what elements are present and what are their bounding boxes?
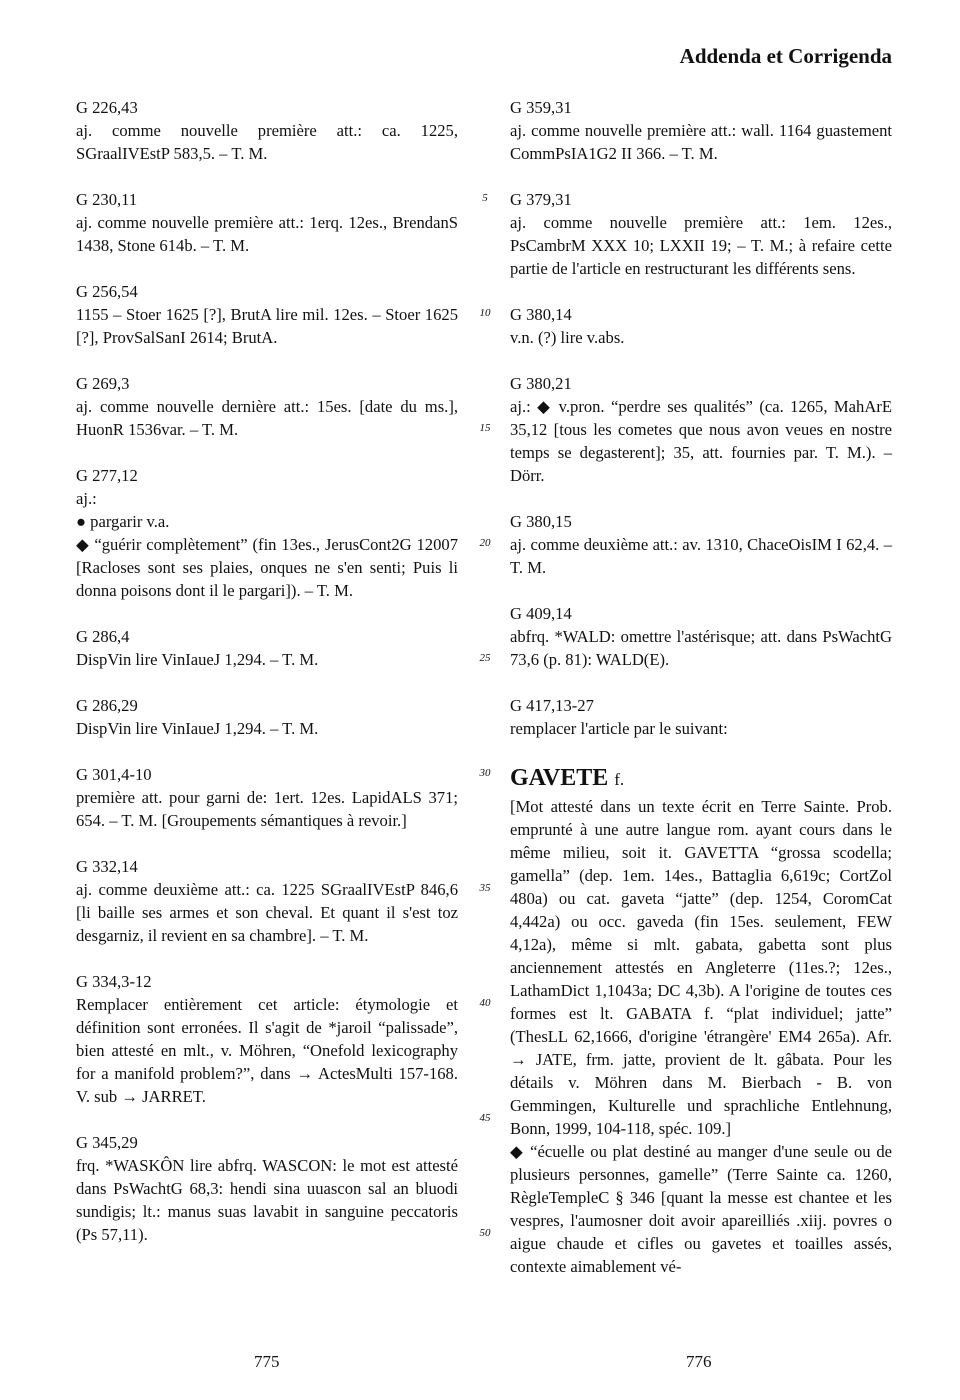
left-entry bbox=[76, 464, 458, 602]
entry-ref: G 277,12 bbox=[76, 466, 138, 485]
left-entry bbox=[76, 96, 458, 165]
part-of-speech: f. bbox=[614, 770, 625, 789]
left-entry bbox=[76, 372, 458, 441]
entry-ref: G 332,14 bbox=[76, 857, 138, 876]
entry-text: Remplacer entièrement cet article: étymologie et définition sont erronées. Il s'agit de *jaroil “palissade”, bien attesté en mlt., v. Möhren, “Onefold lexicography for a manifold problem?”, dans → ActesMulti 157-168. V. sub → JARRET. bbox=[76, 995, 458, 1106]
entry-text: DispVin lire VinIaueJ 1,294. – T. M. bbox=[76, 719, 319, 738]
entry-ref: G 345,29 bbox=[76, 1133, 138, 1152]
line-number: 15 bbox=[479, 422, 491, 434]
left-column bbox=[76, 96, 458, 1269]
entry-ref: G 286,29 bbox=[76, 696, 138, 715]
entry-text: aj. comme deuxième att.: av. 1310, ChaceOisIM I 62,4. – T. M. bbox=[510, 535, 892, 577]
entry-text: aj.: ◆ v.pron. “perdre ses qualités” (ca. 1265, MahArE 35,12 [tous les cometes que nous avon veues en nostre temps se degasterent]; 35, att. fournies par. T. M.). – Dörr. bbox=[510, 397, 892, 485]
right-entry bbox=[510, 694, 892, 740]
page-number-right: 776 bbox=[686, 1352, 712, 1371]
right-entry bbox=[510, 96, 892, 165]
left-entry bbox=[76, 694, 458, 740]
line-number: 30 bbox=[479, 767, 491, 779]
entry-ref: G 380,14 bbox=[510, 305, 572, 324]
entry-text: première att. pour garni de: 1ert. 12es. LapidALS 371; 654. – T. M. [Groupements sémantiques à revoir.] bbox=[76, 788, 458, 830]
entry-text: aj. comme nouvelle première att.: 1erq. 12es., BrendanS 1438, Stone 614b. – T. M. bbox=[76, 213, 458, 255]
entry-text: aj. comme nouvelle première att.: 1em. 12es., PsCambrM XXX 10; LXXII 19; – T. M.; à refaire cette partie de l'article en restructurant les différents sens. bbox=[510, 213, 892, 278]
entry-ref: G 286,4 bbox=[76, 627, 130, 646]
line-number: 5 bbox=[482, 192, 488, 204]
left-entry bbox=[76, 188, 458, 257]
entry-ref: G 380,15 bbox=[510, 512, 572, 531]
line-number: 45 bbox=[479, 1112, 491, 1124]
entry-ref: G 417,13-27 bbox=[510, 696, 594, 715]
entry-ref: G 380,21 bbox=[510, 374, 572, 393]
right-column bbox=[510, 96, 892, 1278]
line-number: 50 bbox=[479, 1227, 491, 1239]
entry-text: remplacer l'article par le suivant: bbox=[510, 719, 728, 738]
left-entry bbox=[76, 625, 458, 671]
right-entry bbox=[510, 510, 892, 579]
right-entry bbox=[510, 602, 892, 671]
entry-ref: G 301,4-10 bbox=[76, 765, 152, 784]
left-entry bbox=[76, 1131, 458, 1246]
right-entry bbox=[510, 303, 892, 349]
entry-text: aj. comme nouvelle première att.: ca. 1225, SGraalIVEstP 583,5. – T. M. bbox=[76, 121, 458, 163]
entry-text: ● pargarir v.a. bbox=[76, 512, 170, 531]
entry-text: frq. *WASKÔN lire abfrq. WASCON: le mot est attesté dans PsWachtG 68,3: hendi sina uuascon sal an bluodi sundigis; lt.: manus suas lavabit in sanguine peccatoris (Ps 57,11). bbox=[76, 1156, 458, 1244]
entry-ref: G 409,14 bbox=[510, 604, 572, 623]
entry-ref: G 269,3 bbox=[76, 374, 130, 393]
page-number-left: 775 bbox=[254, 1352, 280, 1371]
entry-ref: G 256,54 bbox=[76, 282, 138, 301]
gavete-def: ◆ “écuelle ou plat destiné au manger d'une seule ou de plusieurs personnes, gamelle” (Terre Sainte ca. 1260, RègleTempleC § 346 [quant la messe est chantee et les vespres, l'aumosner doit avoir apareilliés .xiij. povres o aigue chaude et cifles ou gavetes et toailles assés, contexte aimablement vé- bbox=[510, 1142, 892, 1276]
right-entry bbox=[510, 188, 892, 280]
entry-ref: G 379,31 bbox=[510, 190, 572, 209]
entry-text: DispVin lire VinIaueJ 1,294. – T. M. bbox=[76, 650, 319, 669]
line-number: 25 bbox=[479, 652, 491, 664]
line-number: 35 bbox=[479, 882, 491, 894]
left-entry bbox=[76, 280, 458, 349]
gavete-etym: [Mot attesté dans un texte écrit en Terre Sainte. Prob. emprunté à une autre langue rom. ayant cours dans le même milieu, soit it. GAVETTA “grossa scodella; gamella” (dep. 1em. 14es., Battaglia 6,619c; CortZol 480a) ou cat. gaveta “jatte” (dep. 1254, CoromCat 4,442a) ou occ. gaveda (fin 15es. seulement, FEW 4,12a), même si mlt. gabata, gabetta sont plus anciennement attestés en Angleterre (11es.?; 12es., LathamDict 1,1043a; DC 4,3b). A l'origine de toutes ces formes est lt. GABATA f. “plat individuel; jatte” (ThesLL 62,1666, d'origine 'étrangère' EM4 265a). Afr. → JATE, frm. jatte, provient de lt. gâbata. Pour les détails v. Möhren dans M. Bierbach - B. von Gemmingen, Kulturelle und sprachliche Entlehnung, Bonn, 1999, 104-118, spéc. 109.] bbox=[510, 797, 892, 1138]
line-number: 40 bbox=[479, 997, 491, 1009]
left-entry bbox=[76, 855, 458, 947]
entry-text: aj. comme nouvelle dernière att.: 15es. [date du ms.], HuonR 1536var. – T. M. bbox=[76, 397, 458, 439]
entry-ref: G 334,3-12 bbox=[76, 972, 152, 991]
entry-text: ◆ “guérir complètement” (fin 13es., JerusCont2G 12007 [Racloses sont ses plaies, onques ne s'en senti; Puis li donna poisons dont il le pargari]). – T. M. bbox=[76, 535, 458, 600]
entry-text: aj. comme nouvelle première att.: wall. 1164 guastement CommPsIA1G2 II 366. – T. M. bbox=[510, 121, 892, 163]
right-entry bbox=[510, 372, 892, 487]
entry-text: aj. comme deuxième att.: ca. 1225 SGraalIVEstP 846,6 [li baille ses armes et son cheval. Et quant il s'est toz desgarniz, il revient en sa chambre]. – T. M. bbox=[76, 880, 458, 945]
entry-ref: G 226,43 bbox=[76, 98, 138, 117]
entry-headword bbox=[510, 763, 892, 795]
line-number: 20 bbox=[479, 537, 491, 549]
entry-text: abfrq. *WALD: omettre l'astérisque; att. dans PsWachtG 73,6 (p. 81): WALD(E). bbox=[510, 627, 892, 669]
line-number: 10 bbox=[479, 307, 491, 319]
entry-text: v.n. (?) lire v.abs. bbox=[510, 328, 625, 347]
running-header: Addenda et Corrigenda bbox=[679, 44, 892, 68]
headword: GAVETE bbox=[510, 765, 609, 791]
left-entry bbox=[76, 763, 458, 832]
entry-text: aj.: bbox=[76, 489, 97, 508]
entry-ref: G 230,11 bbox=[76, 190, 138, 209]
entry-text: 1155 – Stoer 1625 [?], BrutA lire mil. 12es. – Stoer 1625 [?], ProvSalSanI 2614; BrutA. bbox=[76, 305, 458, 347]
left-entry bbox=[76, 970, 458, 1108]
entry-ref: G 359,31 bbox=[510, 98, 572, 117]
